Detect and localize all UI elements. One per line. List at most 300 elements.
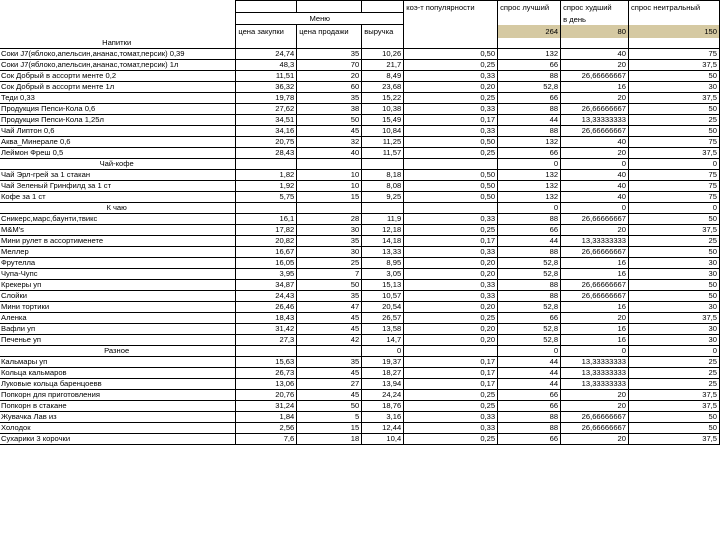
item-name-cell[interactable]: Продукция Пепси-Кола 0,6 — [0, 104, 236, 115]
value-cell[interactable]: 18,27 — [362, 368, 404, 379]
value-cell[interactable]: 45 — [297, 126, 362, 137]
section-cell[interactable] — [236, 159, 297, 170]
section-cell[interactable]: 0 — [561, 346, 629, 357]
value-cell[interactable]: 25 — [629, 357, 720, 368]
item-name-cell[interactable]: Луковые кольца баренцоевв — [0, 379, 236, 390]
value-cell[interactable]: 75 — [629, 170, 720, 181]
value-cell[interactable]: 35 — [297, 93, 362, 104]
value-cell[interactable]: 30 — [629, 82, 720, 93]
value-cell[interactable]: 132 — [498, 181, 561, 192]
item-name-cell[interactable]: Печенье уп — [0, 335, 236, 346]
section-cell[interactable] — [404, 159, 498, 170]
value-cell[interactable]: 36,32 — [236, 82, 297, 93]
value-cell[interactable]: 20 — [561, 148, 629, 159]
item-name-cell[interactable]: Слойки — [0, 291, 236, 302]
value-cell[interactable]: 34,87 — [236, 280, 297, 291]
item-name-cell[interactable]: Чай Зеленый Гринфилд за 1 ст — [0, 181, 236, 192]
value-cell[interactable]: 37,5 — [629, 434, 720, 445]
value-cell[interactable]: 132 — [498, 137, 561, 148]
value-cell[interactable]: 0,50 — [404, 49, 498, 60]
value-cell[interactable]: 20 — [561, 313, 629, 324]
value-cell[interactable]: 11,51 — [236, 71, 297, 82]
section-cell[interactable] — [362, 159, 404, 170]
item-name-cell[interactable]: Жувачка Лав из — [0, 412, 236, 423]
section-cell[interactable]: 0 — [629, 346, 720, 357]
value-cell[interactable]: 26,66666667 — [561, 71, 629, 82]
value-cell[interactable]: 25 — [629, 115, 720, 126]
section-cell[interactable]: 0 — [498, 159, 561, 170]
section-cell[interactable]: 0 — [629, 159, 720, 170]
value-cell[interactable]: 15,22 — [362, 93, 404, 104]
header-cell[interactable] — [362, 1, 404, 13]
value-cell[interactable]: 20 — [561, 401, 629, 412]
value-cell[interactable]: 20,82 — [236, 236, 297, 247]
value-cell[interactable]: 13,94 — [362, 379, 404, 390]
value-cell[interactable]: 34,51 — [236, 115, 297, 126]
item-name-cell[interactable]: Попкорн для приготовления — [0, 390, 236, 401]
item-name-cell[interactable]: Продукция Пепси-Кола 1,25л — [0, 115, 236, 126]
value-cell[interactable]: 48,3 — [236, 60, 297, 71]
worst-demand-header[interactable]: спрос худший — [561, 1, 629, 13]
section-cell[interactable] — [629, 38, 720, 49]
value-cell[interactable]: 132 — [498, 49, 561, 60]
value-cell[interactable]: 16,67 — [236, 247, 297, 258]
value-cell[interactable]: 0,50 — [404, 192, 498, 203]
value-cell[interactable]: 0,17 — [404, 115, 498, 126]
value-cell[interactable]: 26,66666667 — [561, 104, 629, 115]
item-name-cell[interactable]: M&M's — [0, 225, 236, 236]
value-cell[interactable]: 26,57 — [362, 313, 404, 324]
value-cell[interactable]: 3,05 — [362, 269, 404, 280]
value-cell[interactable]: 88 — [498, 423, 561, 434]
worst-demand-total[interactable]: 80 — [561, 25, 629, 39]
value-cell[interactable]: 132 — [498, 192, 561, 203]
value-cell[interactable]: 15,49 — [362, 115, 404, 126]
value-cell[interactable]: 0,20 — [404, 269, 498, 280]
value-cell[interactable]: 31,42 — [236, 324, 297, 335]
value-cell[interactable]: 8,18 — [362, 170, 404, 181]
item-name-cell[interactable]: Мини рулет в ассортименете — [0, 236, 236, 247]
value-cell[interactable]: 44 — [498, 357, 561, 368]
value-cell[interactable]: 10,57 — [362, 291, 404, 302]
section-cell[interactable] — [236, 38, 297, 49]
item-name-cell[interactable]: Холодок — [0, 423, 236, 434]
revenue-header[interactable]: выручка — [362, 25, 404, 39]
section-cell[interactable] — [404, 203, 498, 214]
value-cell[interactable]: 25 — [629, 379, 720, 390]
section-cell[interactable] — [297, 159, 362, 170]
item-name-cell[interactable]: Кольца кальмаров — [0, 368, 236, 379]
value-cell[interactable]: 50 — [297, 401, 362, 412]
value-cell[interactable]: 44 — [498, 236, 561, 247]
value-cell[interactable]: 88 — [498, 126, 561, 137]
value-cell[interactable]: 0,25 — [404, 390, 498, 401]
value-cell[interactable]: 40 — [561, 49, 629, 60]
value-cell[interactable]: 66 — [498, 434, 561, 445]
value-cell[interactable]: 30 — [629, 258, 720, 269]
value-cell[interactable]: 0,33 — [404, 104, 498, 115]
value-cell[interactable]: 21,7 — [362, 60, 404, 71]
value-cell[interactable]: 66 — [498, 401, 561, 412]
header-cell[interactable] — [297, 1, 362, 13]
item-name-cell[interactable]: Чай Липтон 0,6 — [0, 126, 236, 137]
value-cell[interactable]: 52,8 — [498, 324, 561, 335]
value-cell[interactable]: 0,20 — [404, 324, 498, 335]
value-cell[interactable]: 52,8 — [498, 302, 561, 313]
section-cell[interactable]: 0 — [561, 203, 629, 214]
value-cell[interactable]: 26,66666667 — [561, 126, 629, 137]
value-cell[interactable]: 18,76 — [362, 401, 404, 412]
value-cell[interactable]: 13,33333333 — [561, 368, 629, 379]
value-cell[interactable]: 38 — [297, 104, 362, 115]
item-name-cell[interactable]: Вафли уп — [0, 324, 236, 335]
value-cell[interactable]: 20 — [561, 93, 629, 104]
section-cell[interactable]: 0 — [362, 346, 404, 357]
value-cell[interactable]: 0,20 — [404, 258, 498, 269]
value-cell[interactable]: 42 — [297, 335, 362, 346]
value-cell[interactable]: 40 — [561, 170, 629, 181]
value-cell[interactable]: 20 — [561, 390, 629, 401]
value-cell[interactable]: 16 — [561, 269, 629, 280]
value-cell[interactable]: 10 — [297, 170, 362, 181]
value-cell[interactable]: 10 — [297, 181, 362, 192]
value-cell[interactable]: 52,8 — [498, 258, 561, 269]
value-cell[interactable]: 50 — [629, 71, 720, 82]
item-name-cell[interactable]: Крекеры уп — [0, 280, 236, 291]
item-name-cell[interactable]: Чупа-Чупс — [0, 269, 236, 280]
value-cell[interactable]: 14,18 — [362, 236, 404, 247]
value-cell[interactable]: 30 — [629, 269, 720, 280]
value-cell[interactable]: 35 — [297, 236, 362, 247]
value-cell[interactable]: 15,63 — [236, 357, 297, 368]
value-cell[interactable]: 18,43 — [236, 313, 297, 324]
value-cell[interactable]: 20,54 — [362, 302, 404, 313]
value-cell[interactable]: 45 — [297, 313, 362, 324]
value-cell[interactable]: 19,37 — [362, 357, 404, 368]
value-cell[interactable]: 9,25 — [362, 192, 404, 203]
menu-label[interactable]: Меню — [236, 13, 404, 25]
value-cell[interactable]: 75 — [629, 137, 720, 148]
value-cell[interactable]: 14,7 — [362, 335, 404, 346]
item-name-cell[interactable]: Фрутелла — [0, 258, 236, 269]
value-cell[interactable]: 0,33 — [404, 423, 498, 434]
section-cell[interactable] — [498, 38, 561, 49]
value-cell[interactable]: 75 — [629, 192, 720, 203]
value-cell[interactable]: 0,17 — [404, 357, 498, 368]
value-cell[interactable]: 13,33333333 — [561, 357, 629, 368]
value-cell[interactable]: 16 — [561, 302, 629, 313]
value-cell[interactable]: 16 — [561, 82, 629, 93]
value-cell[interactable]: 26,66666667 — [561, 247, 629, 258]
value-cell[interactable]: 34,16 — [236, 126, 297, 137]
value-cell[interactable]: 52,8 — [498, 335, 561, 346]
section-cell[interactable] — [362, 38, 404, 49]
value-cell[interactable]: 20,76 — [236, 390, 297, 401]
value-cell[interactable]: 66 — [498, 60, 561, 71]
value-cell[interactable]: 31,24 — [236, 401, 297, 412]
value-cell[interactable]: 52,8 — [498, 269, 561, 280]
value-cell[interactable]: 3,16 — [362, 412, 404, 423]
value-cell[interactable]: 28,43 — [236, 148, 297, 159]
value-cell[interactable]: 37,5 — [629, 390, 720, 401]
value-cell[interactable]: 20 — [561, 60, 629, 71]
value-cell[interactable]: 0,50 — [404, 181, 498, 192]
item-name-cell[interactable]: Аква_Минерале 0,6 — [0, 137, 236, 148]
value-cell[interactable]: 26,66666667 — [561, 423, 629, 434]
best-demand-total[interactable]: 264 — [498, 25, 561, 39]
value-cell[interactable]: 50 — [629, 126, 720, 137]
value-cell[interactable]: 88 — [498, 247, 561, 258]
value-cell[interactable]: 0,25 — [404, 148, 498, 159]
value-cell[interactable]: 37,5 — [629, 401, 720, 412]
value-cell[interactable]: 26,46 — [236, 302, 297, 313]
value-cell[interactable]: 17,82 — [236, 225, 297, 236]
value-cell[interactable]: 16 — [561, 324, 629, 335]
value-cell[interactable]: 40 — [561, 181, 629, 192]
header-cell[interactable] — [236, 1, 297, 13]
value-cell[interactable]: 16 — [561, 335, 629, 346]
value-cell[interactable]: 70 — [297, 60, 362, 71]
value-cell[interactable]: 26,66666667 — [561, 280, 629, 291]
value-cell[interactable]: 25 — [297, 258, 362, 269]
neutral-demand-total[interactable]: 150 — [629, 25, 720, 39]
value-cell[interactable]: 2,56 — [236, 423, 297, 434]
value-cell[interactable]: 16 — [561, 258, 629, 269]
value-cell[interactable]: 30 — [629, 335, 720, 346]
item-name-cell[interactable]: Сухарики 3 корочки — [0, 434, 236, 445]
value-cell[interactable]: 0,33 — [404, 247, 498, 258]
value-cell[interactable]: 45 — [297, 368, 362, 379]
value-cell[interactable]: 20 — [561, 434, 629, 445]
value-cell[interactable]: 8,08 — [362, 181, 404, 192]
per-day-label[interactable]: в день — [561, 13, 629, 25]
value-cell[interactable]: 30 — [297, 247, 362, 258]
value-cell[interactable]: 0,17 — [404, 236, 498, 247]
sale-price-header[interactable]: цена продажи — [297, 25, 362, 39]
value-cell[interactable]: 0,25 — [404, 401, 498, 412]
value-cell[interactable]: 26,66666667 — [561, 291, 629, 302]
value-cell[interactable]: 27,62 — [236, 104, 297, 115]
value-cell[interactable]: 37,5 — [629, 225, 720, 236]
value-cell[interactable]: 50 — [629, 214, 720, 225]
section-cell[interactable] — [297, 346, 362, 357]
value-cell[interactable]: 13,33333333 — [561, 115, 629, 126]
item-name-cell[interactable]: Кофе за 1 ст — [0, 192, 236, 203]
value-cell[interactable]: 11,57 — [362, 148, 404, 159]
value-cell[interactable]: 0,33 — [404, 280, 498, 291]
value-cell[interactable]: 13,33 — [362, 247, 404, 258]
section-cell[interactable] — [404, 346, 498, 357]
section-cell[interactable] — [404, 38, 498, 49]
value-cell[interactable]: 0,25 — [404, 434, 498, 445]
value-cell[interactable]: 50 — [629, 104, 720, 115]
value-cell[interactable]: 0,20 — [404, 335, 498, 346]
value-cell[interactable]: 25 — [629, 368, 720, 379]
value-cell[interactable]: 27,3 — [236, 335, 297, 346]
header-cell[interactable] — [0, 1, 236, 13]
value-cell[interactable]: 30 — [629, 302, 720, 313]
value-cell[interactable]: 60 — [297, 82, 362, 93]
item-name-cell[interactable]: Соки J7(яблоко,апельсин,ананас,томат,персик) 1л — [0, 60, 236, 71]
value-cell[interactable]: 35 — [297, 291, 362, 302]
value-cell[interactable]: 40 — [561, 192, 629, 203]
item-name-cell[interactable]: Кальмары уп — [0, 357, 236, 368]
item-name-cell[interactable]: Леймон Фреш 0,5 — [0, 148, 236, 159]
section-cell[interactable] — [561, 38, 629, 49]
value-cell[interactable]: 0,17 — [404, 379, 498, 390]
value-cell[interactable]: 13,06 — [236, 379, 297, 390]
value-cell[interactable]: 50 — [297, 280, 362, 291]
value-cell[interactable]: 47 — [297, 302, 362, 313]
section-cell[interactable]: 0 — [561, 159, 629, 170]
section-title[interactable]: Чай-кофе — [0, 159, 236, 170]
value-cell[interactable]: 0,25 — [404, 313, 498, 324]
section-title[interactable]: Разное — [0, 346, 236, 357]
item-name-cell[interactable]: Мини тортики — [0, 302, 236, 313]
value-cell[interactable]: 12,18 — [362, 225, 404, 236]
value-cell[interactable]: 0,50 — [404, 170, 498, 181]
value-cell[interactable]: 37,5 — [629, 93, 720, 104]
value-cell[interactable]: 75 — [629, 49, 720, 60]
value-cell[interactable]: 1,84 — [236, 412, 297, 423]
value-cell[interactable]: 20 — [561, 225, 629, 236]
value-cell[interactable]: 20 — [297, 71, 362, 82]
value-cell[interactable]: 132 — [498, 170, 561, 181]
value-cell[interactable]: 28 — [297, 214, 362, 225]
value-cell[interactable]: 45 — [297, 390, 362, 401]
value-cell[interactable]: 37,5 — [629, 60, 720, 71]
value-cell[interactable]: 12,44 — [362, 423, 404, 434]
value-cell[interactable]: 50 — [629, 291, 720, 302]
section-title[interactable]: К чаю — [0, 203, 236, 214]
value-cell[interactable]: 8,95 — [362, 258, 404, 269]
section-cell[interactable] — [297, 203, 362, 214]
value-cell[interactable]: 40 — [561, 137, 629, 148]
value-cell[interactable]: 5,75 — [236, 192, 297, 203]
value-cell[interactable]: 75 — [629, 181, 720, 192]
value-cell[interactable]: 44 — [498, 379, 561, 390]
value-cell[interactable]: 0,33 — [404, 291, 498, 302]
section-cell[interactable]: 0 — [498, 346, 561, 357]
value-cell[interactable]: 88 — [498, 412, 561, 423]
value-cell[interactable]: 37,5 — [629, 148, 720, 159]
value-cell[interactable]: 11,9 — [362, 214, 404, 225]
value-cell[interactable]: 13,33333333 — [561, 379, 629, 390]
value-cell[interactable]: 16,05 — [236, 258, 297, 269]
value-cell[interactable]: 0,33 — [404, 126, 498, 137]
purchase-price-header[interactable]: цена закупки — [236, 25, 297, 39]
value-cell[interactable]: 0,33 — [404, 412, 498, 423]
value-cell[interactable]: 0,20 — [404, 82, 498, 93]
item-name-cell[interactable]: Аленка — [0, 313, 236, 324]
value-cell[interactable]: 7,6 — [236, 434, 297, 445]
item-name-cell[interactable]: Сок Добрый в ассорти менте 0,2 — [0, 71, 236, 82]
popularity-header[interactable]: коэ-т популярности — [404, 1, 498, 13]
value-cell[interactable]: 10,38 — [362, 104, 404, 115]
value-cell[interactable]: 10,4 — [362, 434, 404, 445]
value-cell[interactable]: 0,20 — [404, 302, 498, 313]
value-cell[interactable]: 13,33333333 — [561, 236, 629, 247]
item-name-cell[interactable]: Сок Добрый в ассорти менте 1л — [0, 82, 236, 93]
value-cell[interactable]: 26,66666667 — [561, 412, 629, 423]
neutral-demand-header[interactable]: спрос неитральный — [629, 1, 720, 13]
item-name-cell[interactable]: Меллер — [0, 247, 236, 258]
value-cell[interactable]: 66 — [498, 225, 561, 236]
value-cell[interactable]: 0,17 — [404, 368, 498, 379]
value-cell[interactable]: 52,8 — [498, 82, 561, 93]
value-cell[interactable]: 8,49 — [362, 71, 404, 82]
value-cell[interactable]: 15 — [297, 192, 362, 203]
section-cell[interactable] — [297, 38, 362, 49]
value-cell[interactable]: 35 — [297, 49, 362, 60]
value-cell[interactable]: 26,66666667 — [561, 214, 629, 225]
value-cell[interactable]: 7 — [297, 269, 362, 280]
value-cell[interactable]: 30 — [297, 225, 362, 236]
section-cell[interactable]: 0 — [629, 203, 720, 214]
value-cell[interactable]: 88 — [498, 104, 561, 115]
value-cell[interactable]: 3,95 — [236, 269, 297, 280]
value-cell[interactable]: 0,25 — [404, 225, 498, 236]
section-title[interactable]: Напитки — [0, 38, 236, 49]
value-cell[interactable]: 88 — [498, 71, 561, 82]
value-cell[interactable]: 0,33 — [404, 214, 498, 225]
value-cell[interactable]: 44 — [498, 368, 561, 379]
value-cell[interactable]: 26,73 — [236, 368, 297, 379]
value-cell[interactable]: 50 — [629, 423, 720, 434]
value-cell[interactable]: 66 — [498, 93, 561, 104]
value-cell[interactable]: 50 — [297, 115, 362, 126]
value-cell[interactable]: 50 — [629, 247, 720, 258]
item-name-cell[interactable]: Соки J7(яблоко,апельсин,ананас,томат,персик) 0,39 — [0, 49, 236, 60]
value-cell[interactable]: 13,58 — [362, 324, 404, 335]
section-cell[interactable] — [236, 203, 297, 214]
best-demand-header[interactable]: спрос лучший — [498, 1, 561, 13]
value-cell[interactable]: 18 — [297, 434, 362, 445]
value-cell[interactable]: 24,24 — [362, 390, 404, 401]
value-cell[interactable]: 35 — [297, 357, 362, 368]
value-cell[interactable]: 19,78 — [236, 93, 297, 104]
value-cell[interactable]: 0,25 — [404, 93, 498, 104]
value-cell[interactable]: 88 — [498, 291, 561, 302]
value-cell[interactable]: 0,33 — [404, 71, 498, 82]
section-cell[interactable] — [236, 346, 297, 357]
item-name-cell[interactable]: Сникерс,марс,баунти,твикс — [0, 214, 236, 225]
value-cell[interactable]: 50 — [629, 280, 720, 291]
value-cell[interactable]: 16,1 — [236, 214, 297, 225]
value-cell[interactable]: 0,25 — [404, 60, 498, 71]
section-cell[interactable] — [362, 203, 404, 214]
value-cell[interactable]: 30 — [629, 324, 720, 335]
value-cell[interactable]: 88 — [498, 214, 561, 225]
value-cell[interactable]: 45 — [297, 324, 362, 335]
value-cell[interactable]: 88 — [498, 280, 561, 291]
item-name-cell[interactable]: Теди 0,33 — [0, 93, 236, 104]
value-cell[interactable]: 66 — [498, 313, 561, 324]
value-cell[interactable]: 1,82 — [236, 170, 297, 181]
value-cell[interactable]: 66 — [498, 390, 561, 401]
value-cell[interactable]: 15,13 — [362, 280, 404, 291]
value-cell[interactable]: 25 — [629, 236, 720, 247]
value-cell[interactable]: 1,92 — [236, 181, 297, 192]
value-cell[interactable]: 50 — [629, 412, 720, 423]
value-cell[interactable]: 40 — [297, 148, 362, 159]
value-cell[interactable]: 20,75 — [236, 137, 297, 148]
value-cell[interactable]: 10,84 — [362, 126, 404, 137]
value-cell[interactable]: 11,25 — [362, 137, 404, 148]
value-cell[interactable]: 5 — [297, 412, 362, 423]
value-cell[interactable]: 24,43 — [236, 291, 297, 302]
item-name-cell[interactable]: Попкорн в стакане — [0, 401, 236, 412]
